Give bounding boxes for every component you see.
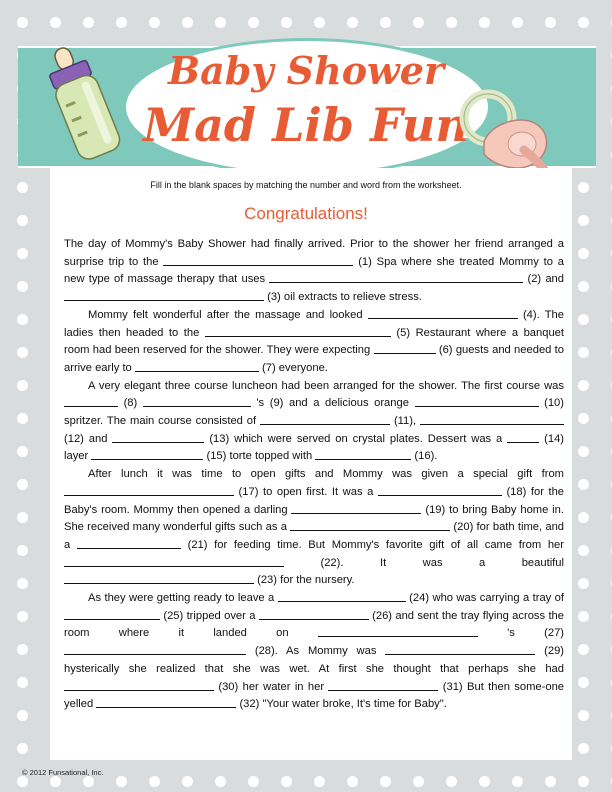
blank-32 [96,696,236,708]
blank-5 [205,325,391,337]
story-text-segment: (28). As Mommy was [254,645,377,658]
pacifier-icon [454,84,554,180]
blank-11 [260,413,390,425]
blank-27 [318,625,478,637]
story-text-segment: (24) who was carrying a tray of [409,592,565,605]
story-text-segment: (14) layer [64,432,565,463]
story-text-segment: (21) for feeding time. But Mommy's favorite gift of all came from her [187,538,565,551]
blank-28 [64,643,246,655]
story-paragraph-1 [64,236,564,307]
story-text-segment: (20) for bath time, and a [64,521,565,551]
story-text-segment: 's (9) and a delicious orange [256,397,409,410]
blank-21 [77,537,181,549]
story-text-segment: (1) Spa where she treated Mommy to a new type of massage therapy that uses [64,255,564,286]
story-text-segment: (25) tripped over a [163,609,256,622]
blank-6 [374,342,436,354]
story-text-segment: (3) oil extracts to relieve stress. [267,291,422,304]
instructions: Fill in the blank spaces by matching the number and word from the worksheet. [150,180,462,190]
story-text-segment: (30) her water in her [218,680,325,693]
blank-24 [278,590,406,602]
story-text-segment: (19) to bring Baby home in. She received many wonderful gifts such as a [64,503,565,534]
story-text-segment: (32) "Your water broke, It's time for Baby". [239,698,447,711]
story-text-segment: (16). [414,450,438,463]
story-text-segment: (26) and sent the tray flying across the room where it landed on [64,609,565,640]
blank-10 [415,395,539,407]
story-text-segment: (29) hysterically she realized that she was wet. At first she thought that perhaps she had [64,645,565,675]
blank-20 [290,519,450,531]
blank-13 [112,431,204,443]
story-text-segment: (23) for the nursery. [257,574,355,587]
story-text-segment: (12) and [64,432,108,445]
story-text-segment: (7) everyone. [262,361,328,374]
page-heading: Congratulations! [244,204,368,223]
story-paragraph-4 [64,466,564,590]
blank-14 [507,431,539,443]
blank-18 [378,484,502,496]
blank-1 [163,254,353,266]
story-text-segment: (11), [393,415,417,428]
story-text-segment: (15) torte topped with [206,450,313,463]
blank-3 [64,289,264,301]
blank-25 [64,608,160,620]
blank-19 [291,502,421,514]
story-text-segment: (13) which were served on crystal plates. Dessert was a [209,432,503,445]
story-text-segment: As they were getting ready to leave a [88,592,275,605]
copyright-notice: © 2012 Funsational, Inc. [22,768,104,777]
story-text-segment: (8) [123,397,138,410]
story-text-segment: A very elegant three course luncheon had been arranged for the shower. The first course was [88,379,564,392]
story-text-segment: (17) to open first. It was a [238,485,374,498]
story-paragraph-2 [64,307,564,378]
story-text-segment: After lunch it was time to open gifts and Mommy was given a special gift from [88,468,564,481]
blank-15 [91,448,203,460]
title-line-1: Baby Shower [168,48,444,93]
story-text-segment: 's (27) [507,627,565,640]
story-text-segment: (22). It was a beautiful [320,556,565,569]
blank-16 [315,448,411,460]
story-text-segment: (5) Restaurant where a banquet room had been reserved for the shower. They were expecting [64,326,565,357]
blank-29 [385,643,535,655]
blank-26 [259,608,369,620]
blank-31 [328,679,438,691]
story-text [64,236,564,714]
blank-4 [368,307,518,319]
story-text-segment: (18) for the Baby's room. Mommy then opened a darling [64,485,565,516]
blank-22 [64,555,284,567]
story-text-segment: (2) and [527,273,565,286]
story-text-segment: (31) But then some-one yelled [64,680,565,711]
story-text-segment: Mommy felt wonderful after the massage and looked [88,308,363,321]
story-paragraph-3 [64,378,564,467]
story-text-segment: (6) guests and needed to arrive early to [64,344,565,374]
blank-17 [64,484,234,496]
blank-8 [64,395,118,407]
blank-7 [135,360,259,372]
story-text-segment: (10) spritzer. The main course consisted of [64,397,565,428]
blank-2 [269,271,523,283]
title-line-2: Mad Lib Fun [143,98,469,152]
story-text-segment: The day of Mommy's Baby Shower had finally arrived. Prior to the shower her friend arranged a surprise trip to the [64,238,564,268]
blank-12 [420,413,564,425]
blank-30 [64,679,214,691]
story-text-segment: (4). The ladies then headed to the [64,308,565,339]
story-paragraph-5 [64,590,564,714]
blank-23 [64,572,254,584]
blank-9 [143,395,251,407]
